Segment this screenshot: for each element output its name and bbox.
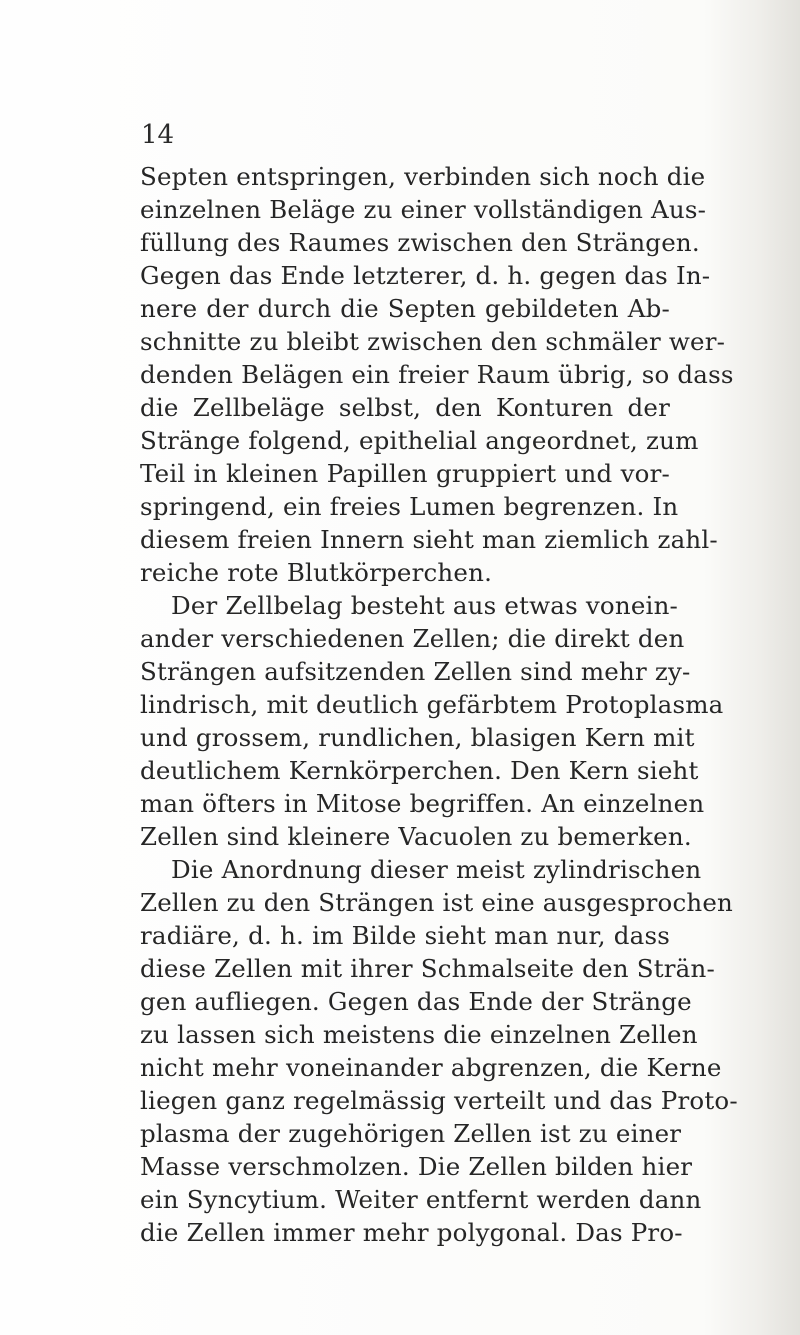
text-line: Teil in kleinen Papillen gruppiert und vor- (140, 459, 670, 488)
text-line: Strängen aufsitzenden Zellen sind mehr zy- (140, 657, 691, 686)
text-line: gen aufliegen. Gegen das Ende der Stränge (140, 987, 692, 1016)
page-number: 14 (141, 120, 175, 150)
text-line: Zellen sind kleinere Vacuolen zu bemerken. (140, 822, 692, 851)
text-line: springend, ein freies Lumen begrenzen. In (140, 492, 679, 521)
text-line: füllung des Raumes zwischen den Strängen. (140, 228, 700, 257)
text-line: Gegen das Ende letzterer, d. h. gegen das In- (140, 261, 711, 290)
text-line: liegen ganz regelmässig verteilt und das Proto- (140, 1086, 738, 1115)
text-line: Die Anordnung dieser meist zylindrischen (171, 855, 702, 884)
text-line: nere der durch die Septen gebildeten Ab- (140, 294, 670, 323)
text-line: radiäre, d. h. im Bilde sieht man nur, dass (140, 921, 670, 950)
text-line: denden Belägen ein freier Raum übrig, so dass (140, 360, 734, 389)
text-line: deutlichem Kernkörperchen. Den Kern sieht (140, 756, 699, 785)
text-line: lindrisch, mit deutlich gefärbtem Protoplasma (140, 690, 724, 719)
text-line: diesem freien Innern sieht man ziemlich zahl- (140, 525, 718, 554)
text-line: man öfters in Mitose begriffen. An einzelnen (140, 789, 705, 818)
text-line: und grossem, rundlichen, blasigen Kern mit (140, 723, 695, 752)
body-text (140, 160, 738, 1249)
text-line: zu lassen sich meistens die einzelnen Zellen (140, 1020, 698, 1049)
text-line: Zellen zu den Strängen ist eine ausgesprochen (140, 888, 734, 917)
text-line: Septen entspringen, verbinden sich noch die (140, 162, 706, 191)
text-line: diese Zellen mit ihrer Schmalseite den Strän- (140, 954, 715, 983)
text-line: die Zellen immer mehr polygonal. Das Pro- (140, 1218, 683, 1247)
text-line: schnitte zu bleibt zwischen den schmäler wer- (140, 327, 726, 356)
text-line: nicht mehr voneinander abgrenzen, die Kerne (140, 1053, 722, 1082)
text-line: reiche rote Blutkörperchen. (140, 558, 493, 587)
text-line: Stränge folgend, epithelial angeordnet, zum (140, 426, 699, 455)
text-line: Der Zellbelag besteht aus etwas vonein- (171, 591, 679, 620)
text-line: einzelnen Beläge zu einer vollständigen Aus- (140, 195, 707, 224)
text-line: Masse verschmolzen. Die Zellen bilden hier (140, 1152, 693, 1181)
text-line: die Zellbeläge selbst, den Konturen der (140, 393, 670, 422)
text-line: ander verschiedenen Zellen; die direkt den (140, 624, 685, 653)
text-line: plasma der zugehörigen Zellen ist zu einer (140, 1119, 682, 1148)
text-line: ein Syncytium. Weiter entfernt werden dann (140, 1185, 702, 1214)
